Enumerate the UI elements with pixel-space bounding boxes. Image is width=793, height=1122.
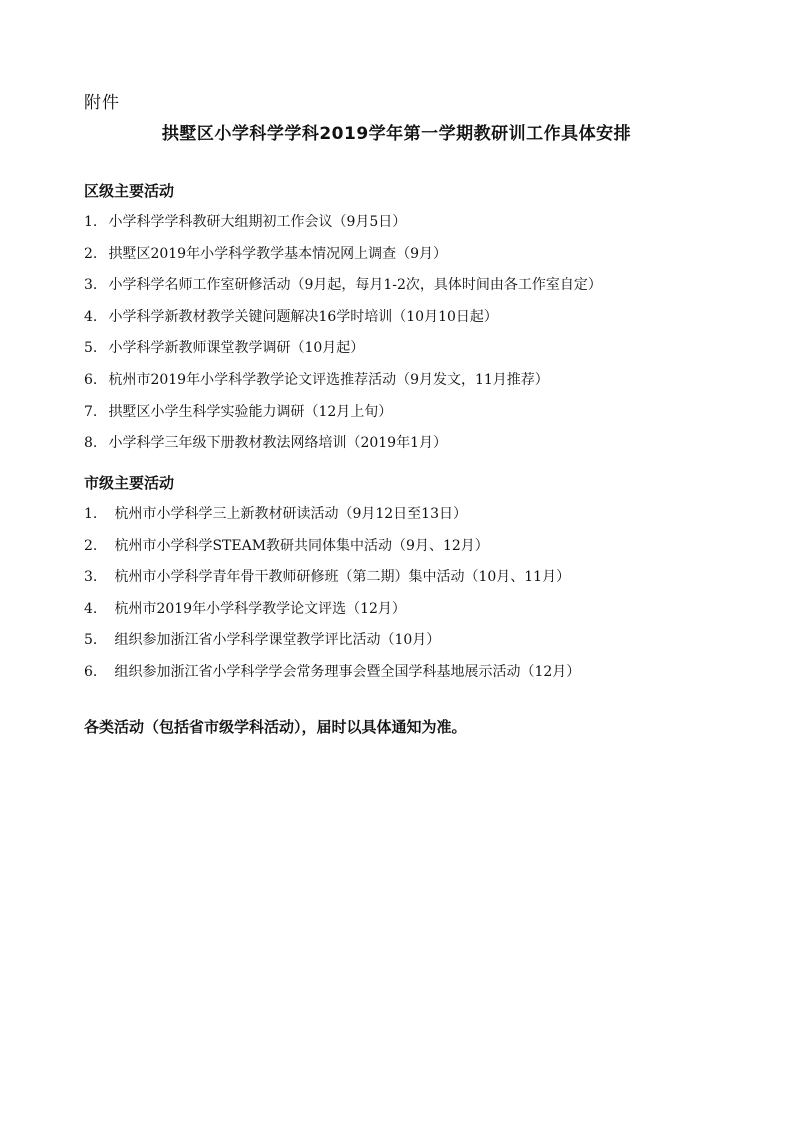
item-text: 杭州市小学科学STEAM教研共同体集中活动（9月、12月） (114, 537, 489, 554)
item-text: 拱墅区小学生科学实验能力调研（12月上旬） (108, 403, 393, 420)
item-text: 组织参加浙江省小学科学课堂教学评比活动（10月） (114, 632, 441, 649)
item-text: 杭州市小学科学三上新教材研读活动（9月12日至13日） (114, 506, 467, 522)
list-item (84, 657, 724, 689)
list-item (84, 239, 724, 271)
district-activities-heading: 区级主要活动 (84, 182, 175, 200)
city-activities-list (84, 499, 724, 689)
list-item (84, 302, 724, 334)
item-number: 8. (84, 435, 98, 452)
item-text: 小学科学新教师课堂教学调研（10月起） (108, 340, 365, 357)
list-item (84, 531, 724, 563)
item-number: 6. (84, 371, 98, 388)
item-number: 4. (84, 600, 98, 617)
document-title: 拱墅区小学科学学科2019学年第一学期教研训工作具体安排 (161, 124, 632, 144)
list-item (84, 594, 724, 626)
item-text: 小学科学新教材教学关键问题解决16学时培训（10月10日起） (108, 308, 498, 325)
item-text: 组织参加浙江省小学科学学会常务理事会暨全国学科基地展示活动（12月） (114, 663, 581, 680)
footer-note: 各类活动（包括省市级学科活动），届时以具体通知为准。 (84, 718, 467, 736)
list-item (84, 270, 724, 302)
item-text: 小学科学学科教研大组期初工作会议（9月5日） (108, 214, 407, 230)
item-number: 1. (84, 214, 98, 230)
list-item (84, 333, 724, 365)
item-text: 小学科学名师工作室研修活动（9月起，每月1-2次，具体时间由各工作室自定） (108, 277, 602, 294)
district-activities-section (84, 176, 724, 460)
list-item (84, 207, 724, 239)
list-item (84, 428, 724, 460)
item-number: 2. (84, 245, 98, 262)
city-activities-section (84, 468, 724, 689)
list-item (84, 397, 724, 429)
list-item (84, 499, 724, 531)
city-activities-heading: 市级主要活动 (84, 474, 175, 492)
item-number: 4. (84, 308, 98, 325)
district-activities-list (84, 207, 724, 460)
item-text: 拱墅区2019年小学科学教学基本情况网上调查（9月） (108, 245, 447, 262)
item-text: 小学科学三年级下册教材教法网络培训（2019年1月） (108, 435, 447, 452)
item-number: 7. (84, 403, 98, 420)
attachment-label: 附件 (84, 93, 120, 113)
item-text: 杭州市2019年小学科学教学论文评选（12月） (114, 600, 406, 617)
item-number: 5. (84, 340, 98, 357)
item-text: 杭州市2019年小学科学教学论文评选推荐活动（9月发文，11月推荐） (108, 371, 549, 388)
item-text: 杭州市小学科学青年骨干教师研修班（第二期）集中活动（10月、11月） (114, 569, 571, 586)
item-number: 3. (84, 569, 98, 586)
list-item (84, 562, 724, 594)
item-number: 1. (84, 506, 98, 522)
item-number: 2. (84, 537, 98, 554)
item-number: 3. (84, 277, 98, 294)
list-item (84, 625, 724, 657)
item-number: 6. (84, 663, 98, 680)
item-number: 5. (84, 632, 98, 649)
list-item (84, 365, 724, 397)
